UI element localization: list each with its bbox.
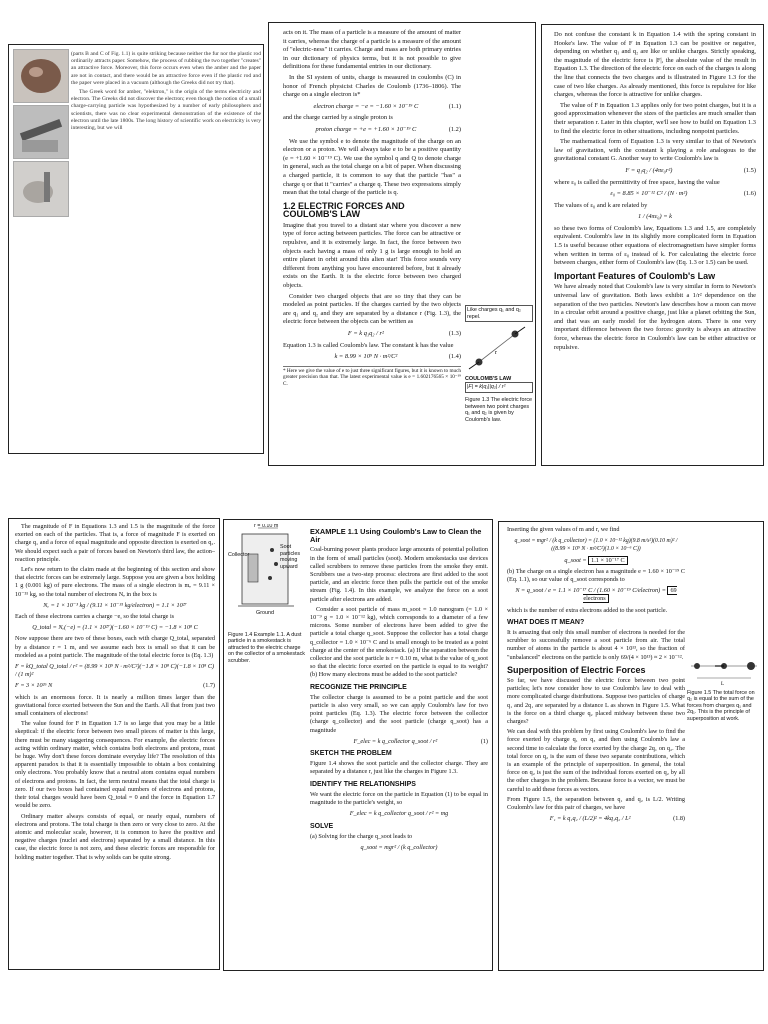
step-heading: RECOGNIZE THE PRINCIPLE: [310, 683, 407, 691]
equation-force: F = kQ_total Q_total / r² = (8.99 × 10⁹ N · m²/C²)(−1.8 × 10⁸ C)(−1.8 × 10⁸ C) / (1 m)²: [15, 663, 215, 679]
paragraph: So far, we have discussed the electric force between two point particles; let's now consider how to use Coulomb's law to deal with more complicated charge distributions. Suppose two particles of charge q₁ and 2q₁ are separated by a distance L as shown in Figure 1.5. What is the force on a third charge q₂ placed midway between these two charges?: [507, 677, 685, 726]
equation-1-8: F₁ = k q₁q₂ / (L/2)² = 4kq₁q₂ / L² (1.8): [549, 815, 685, 823]
example-title: EXAMPLE 1.1 Using Coulomb's Law to Clean the Air: [310, 527, 482, 545]
paragraph: where ε₀ is called the permittivity of free space, having the value: [554, 178, 720, 186]
paragraph: (a) Solving for the charge q_soot leads to: [310, 832, 413, 840]
paragraph: which is the number of extra electrons added to the soot particle.: [507, 606, 668, 614]
paragraph: so these two forms of Coulomb's law, Equations 1.3 and 1.5, are completely equivalent. Coulomb's law in its slightly more complicated form in Equation 1.5 is useful because other equations of electromagnetism have simpler forms when written in terms of ε₀ instead of k. For calculating the electric force between charges, either form of Coulomb's law (Eq. 1.3 or 1.5) can be used.: [554, 224, 756, 267]
paragraph: Consider two charged objects that are so tiny that they can be modeled as point particles. If the charges carried by the two objects are q₁ and q₂ and they are separated by a distance r (Fig. 1.3), the electric force between the objects can be written as: [283, 292, 461, 326]
figure-label-ground: Ground: [256, 610, 274, 616]
section-heading: 1.2 ELECTRIC FORCES AND COULOMB'S LAW: [283, 200, 405, 220]
superposition-figure: [687, 652, 761, 686]
paragraph: The value found for F in Equation 1.7 is so large that you may be a little skeptical: if the electric force between two small pieces of matter is this large, there must be many staggering consequences. For example, the electric forces acting within ordinary matter, which contains both electrons and protons, must be huge. Why don't these forces dominate everyday life? The resolution of this apparent paradox is that it is essentially impossible to obtain a box containing only electrons. You probably know that a neutral atom contains equal numbers of electrons and protons. In fact, the term neutral means that the total charge is zero. If our two boxes had contained equal numbers of electrons and protons, their total charges would have been Q_total = 0 and the force in Equation 1.7 would be zero.: [15, 720, 215, 810]
step-heading: SOLVE: [310, 822, 334, 830]
paragraph: We have already noted that Coulomb's law is very similar in form to Newton's universal law of gravitation. Both laws exhibit a 1/r² dependence on the separation of the two particles. Newton's law describes how a moon can move in a circular orbit around a positive charge, just like a planet orbiting the Sun, and that was an early model for the hydrogen atom. There is one very important difference between the two forces: gravity is always an attractive force, whereas the electric force in Coulomb's law can be either attractive or repulsive.: [554, 283, 756, 351]
figure-caption: Figure 1.5 The total force on q₂ is equal to the sum of the forces from charges q₁ and 2q₁. This is the principle of superposition at work.: [687, 689, 755, 722]
paragraph: which is an enormous force. It is nearly a million times larger than the gravitational force exerted between the Sun and the Earth. All that from just two small containers of electrons!: [15, 693, 215, 718]
answer-box: 69 electrons: [583, 587, 677, 603]
page-5: [223, 519, 493, 971]
svg-text:r: r: [495, 350, 497, 357]
paragraph: The Greek word for amber, "elektron," is the origin of the terms electricity and electron. The Greeks did not discover the electron; even though the notion of a small charge-carrying particle was hypothesized by a number of early philosophers and scientists, there was no clear experimental demonstration of the existence of the electron until the late 1800s. The long history of scientific work on electricity is very interesting, but we will: [71, 89, 261, 132]
equation-electron-number: N = q_soot / e = 1.1 × 10⁻¹⁷ C / (1.60 × 10⁻¹⁹ C/electron) = 69 electrons: [515, 587, 677, 603]
figure-caption: Figure 1.4 Example 1.1. A dust particle in a smokestack is attracted to the electric charge on the collector of a smokestack scrubber.: [228, 631, 306, 664]
paragraph: Coal-burning power plants produce large amounts of potential pollution in the form of small particles (soot). Modern smokestacks use devices called scrubbers to remove these particles from the smoke they emit. Scrubbers use a two-step process: electrons are first added to the soot particle, and an electric force then pulls the particle out of the smoke stream (Fig. 1.4). In this example, we analyze the force on a soot particle after electrons are added.: [310, 546, 488, 603]
figure-label: Like charges q₁ and q₂ repel.: [465, 305, 533, 322]
equation-1-6: ε₀ = 8.85 × 10⁻¹² C² / (N · m²) (1.6): [610, 190, 756, 198]
equation-1-2: proton charge = +e = +1.60 × 10⁻¹⁹ C (1.2): [315, 125, 461, 133]
coulomb-law-label: COULOMB'S LAW: [465, 375, 512, 382]
page-2: [268, 22, 536, 466]
equation-1-4: k = 8.99 × 10⁹ N · m²/C² (1.4): [334, 353, 461, 361]
figure-label-r: r = 0.10 m: [254, 524, 279, 529]
fur-rod-photo: [13, 105, 69, 159]
coulomb-figure: [465, 324, 531, 372]
paragraph: (b) The charge on a single electron has a magnitude e = 1.60 × 10⁻¹⁹ C (Eq. 1.1), so our value of q_soot corresponds to: [507, 567, 685, 584]
paragraph: Let's now return to the claim made at the beginning of this section and show that electric forces can be extremely large. Suppose you are given a box holding 1 g (0.001 kg) of pure electrons. The mass of a single electron is mₑ = 9.11 × 10⁻³¹ kg, so the total number of electrons Nₑ in the box is: [15, 566, 215, 598]
paragraph: Each of these electrons carries a charge −e, so the total charge is: [15, 613, 175, 621]
paragraph: Inserting the given values of m and r, we find: [507, 526, 620, 533]
paragraph: In the SI system of units, charge is measured in coulombs (C) in honor of French physicist Charles de Coulomb (1736–1806). The charge on a single electron is*: [283, 73, 461, 99]
step-heading: SKETCH THE PROBLEM: [310, 750, 392, 758]
paragraph: It is amazing that only this small number of electrons is needed for the scrubber to successfully remove a soot particle from air. The total number of atoms in the particle is about 4 × 10¹³, so the fraction of "unbalanced" electrons on the particle is only 69/(4 × 10¹³) ≈ 2 × 10⁻¹².: [507, 629, 685, 661]
paragraph: Imagine that you travel to a distant star where you discover a new type of force acting between particles. The force can be attractive or repulsive, and it is extremely large. In fact, the force between two objects each having a mass of only 1 g is large enough to hold an entire planet in orbit around this alien star! This force sounds very different from anything you have encountered before, but it already exists on the Earth. It is the electric force between two charged objects.: [283, 221, 461, 290]
equation-1-5: F = q₁q₂ / (4πε₀r²) (1.5): [625, 166, 756, 174]
paragraph: The mathematical form of Equation 1.3 is very similar to that of Newton's law of gravitation, with the constant k playing a role analogous to the gravitational constant G. Another way to write Coulomb's law is: [554, 138, 756, 163]
equation-1-7: F = 3 × 10²⁶ N (1.7): [15, 682, 215, 690]
paragraph: Consider a soot particle of mass m_soot = 1.0 nanogram (= 1.0 × 10⁻⁹ g = 1.0 × 10⁻¹² kg), which corresponds to a diameter of a few microns. Some number of electrons have been added to give the particle a total charge q_soot. Suppose the collector has a total charge q_collector = 1.0 × 10⁻⁶ C and is small enough to be treated as a point charge at the center of the smokestack. (a) If the separation between the collector and the soot particle is r = 0.10 m, what is the value of q_soot so that the electric force exerted on the particle is equal to its weight? (b) How many electrons must be added to the soot particle?: [310, 605, 488, 679]
paragraph: The magnitude of F in Equations 1.3 and 1.5 is the magnitude of the force exerted on each of the particles. That is, a force of magnitude F is exerted on charge q₁ and a force of equal magnitude and opposite direction is exerted on q₂. We should expect such a pair of forces based on Newton's third law, the action–reaction principle.: [15, 523, 215, 563]
figure-caption: Figure 1.3 The electric force between two point charges q₁ and q₂ is given by Coulomb's law.: [465, 396, 533, 423]
paragraph: The collector charge is assumed to be a point particle and the soot particle is also very small, so we can apply Coulomb's law for two point particles (Eq. 1.3). The electric force between the collector (charge q_collector) and the soot particle (charge q_soot) has a magnitude: [310, 693, 488, 734]
smokestack-figure: [228, 524, 306, 620]
coulomb-law-equation: |F| = k|q₁||q₂| / r²: [465, 382, 533, 393]
paragraph: acts on it. The mass of a particle is a measure of the amount of matter it carries, whereas the charge of a particle is a measure of the amount of "electric-ness" it carries. Charge and mass are both primary entries in our dictionary of physics terms, but it is not possible to give definitions for these fundamental entries in our dictionary.: [283, 29, 461, 71]
hand-paper-photo: [13, 161, 69, 217]
equation-k-relation: 1 / (4πε₀) = k: [638, 213, 672, 221]
paragraph: The values of ε₀ and k are related by: [554, 201, 648, 209]
paragraph: and the charge carried by a single proton is: [283, 114, 393, 122]
page-6: [498, 521, 764, 971]
page-4: [8, 518, 220, 970]
paragraph: Ordinary matter always consists of equal, or nearly equal, numbers of electrons and protons. The total charge is then zero or very close to zero. At the atomic and molecular scale, however, it is common to have the positive and negative charges (nuclei and electrons) separated by a small distance. In this case, the electric force is not zero, and these electric forces are responsible for holding matter together. That is why solids can be quite strong.: [15, 812, 215, 861]
equation-example-1: F_elec = k q_collector q_soot / r² (1): [353, 737, 488, 745]
paragraph: From Figure 1.5, the separation between q₁ and q₂ is L/2. Writing Coulomb's law for this pair of charges, we have: [507, 795, 685, 812]
section-heading: Important Features of Coulomb's Law: [554, 270, 716, 281]
paragraph: Equation 1.3 is called Coulomb's law. The constant k has the value: [283, 341, 454, 349]
equation-1-3: F = k q₁q₂ / r² (1.3): [347, 330, 461, 337]
figure-label-collector: Collector: [228, 552, 250, 558]
svg-text:L: L: [721, 682, 725, 686]
step-heading: IDENTIFY THE RELATIONSHIPS: [310, 780, 416, 788]
equation-total-charge: Q_total = Nₑ(−e) = (1.1 × 10²⁷)(−1.60 × 10⁻¹⁹ C) = −1.8 × 10⁸ C: [32, 624, 198, 632]
equation-example-3: q_soot = mgr² / (k q_collector): [360, 843, 438, 851]
paragraph: The value of F in Equation 1.3 applies only for two point charges, but it is a good approximation whenever the sizes of the particles are much smaller than their separation r. Later in this chapter, we'll see how to build on Equation 1.3 to find the electric force in other situations, including nonpoint particles.: [554, 101, 756, 135]
footnote: * Here we give the value of e to just three significant figures, but it is known to much greater precision than that. The latest experimental value is e = 1.602176565 × 10⁻¹⁹ C.: [283, 367, 461, 387]
step-heading: WHAT DOES IT MEAN?: [507, 618, 585, 626]
paragraph: Do not confuse the constant k in Equation 1.4 with the spring constant in Hooke's law. The value of F in Equation 1.3 can be positive or negative, depending on whether q₁ and q₂ are like or unlike charges. Strictly speaking, the magnitude of the electric force is |F|, the absolute value of the result in Equation 1.3. The direction of the electric force on each of the charges is along the line that connects the two charges and is illustrated in Figure 1.3 for the case of two like charges. As already mentioned, this force is repulsive for like charges, whereas the force is attractive for unlike charges.: [554, 31, 756, 99]
paragraph: We want the electric force on the particle in Equation (1) to be equal in magnitude to the particle's weight, so: [310, 790, 488, 807]
equation-electron-count: Nₑ = 1 × 10⁻³ kg / (9.11 × 10⁻³¹ kg/electron) = 1.1 × 10²⁷: [43, 601, 187, 609]
paragraph: (parts B and C of Fig. 1.1) is quite striking because neither the fur nor the plastic rod ordinarily attracts paper. Somehow, the process of rubbing the two together "creates" an attractive force. Moreover, this force occurs even when the amber and the paper are not in contact, and there would be an attractive force even if the plastic rod and the paper were placed in a vacuum (although the Greeks did not try that).: [71, 51, 261, 86]
page-3: [541, 24, 764, 466]
paragraph: Figure 1.4 shows the soot particle and the collector charge. They are separated by a distance r, just like the charges in Figure 1.3.: [310, 760, 488, 776]
figure-label-soot: Soot particles moving upward: [280, 544, 301, 570]
section-heading: Superposition of Electric Forces: [507, 664, 646, 675]
equation-example-2: F_elec = k q_collector q_soot / r² = mg: [349, 810, 449, 818]
answer-box: 1.1 × 10⁻¹⁷ C: [588, 556, 627, 565]
paragraph: Now suppose there are two of these boxes, each with charge Q_total, separated by a distance r = 1 m, and we assume each box is small so that it can be modeled as a point particle. The magnitude of the total electric force is (Eq. 1.3): [15, 635, 215, 659]
equation-soot-charge: q_soot = mgr² / (k q_collector) = (1.0 × 10⁻¹² kg)(9.8 m/s²)(0.10 m)² / ((8.99 × 10⁹ N · m²/C²)(1.0 × 10⁻⁶ C)): [514, 538, 678, 553]
paragraph: We use the symbol e to denote the magnitude of the charge on an electron or a proton. We will always take e to be a positive quantity (e = +1.60 × 10⁻¹⁹ C). We use the symbol q and Q to denote charge in general, such as the total charge on a bit of paper. When discussing a charged particle, it is common to say that the particle "has" a charge q or that it "carries" a charge q. These two expressions simply mean that the total charge of the particle is q.: [283, 137, 461, 197]
equation-1-1: electron charge = −e = −1.60 × 10⁻¹⁹ C (1.1): [313, 102, 461, 110]
amber-photo: [13, 49, 69, 103]
equation-soot-result: q_soot = 1.1 × 10⁻¹⁷ C: [507, 557, 685, 565]
page-1: [8, 44, 264, 454]
paragraph: We can deal with this problem by first using Coulomb's law to find the force exerted by charge q₁ on q₃ and then using Coulomb's law a second time to calculate the force exerted by the charge 2q₁ on q₂. The total force on q₂ is the sum of these two separate contributions, which is an example of the principle of superposition. In general, the total force on q₂ is just the sum of the individual forces exerted on q₂ by all the other charges in the problem. Because force is a vector, we must be careful to add these forces as vectors.: [507, 728, 685, 793]
